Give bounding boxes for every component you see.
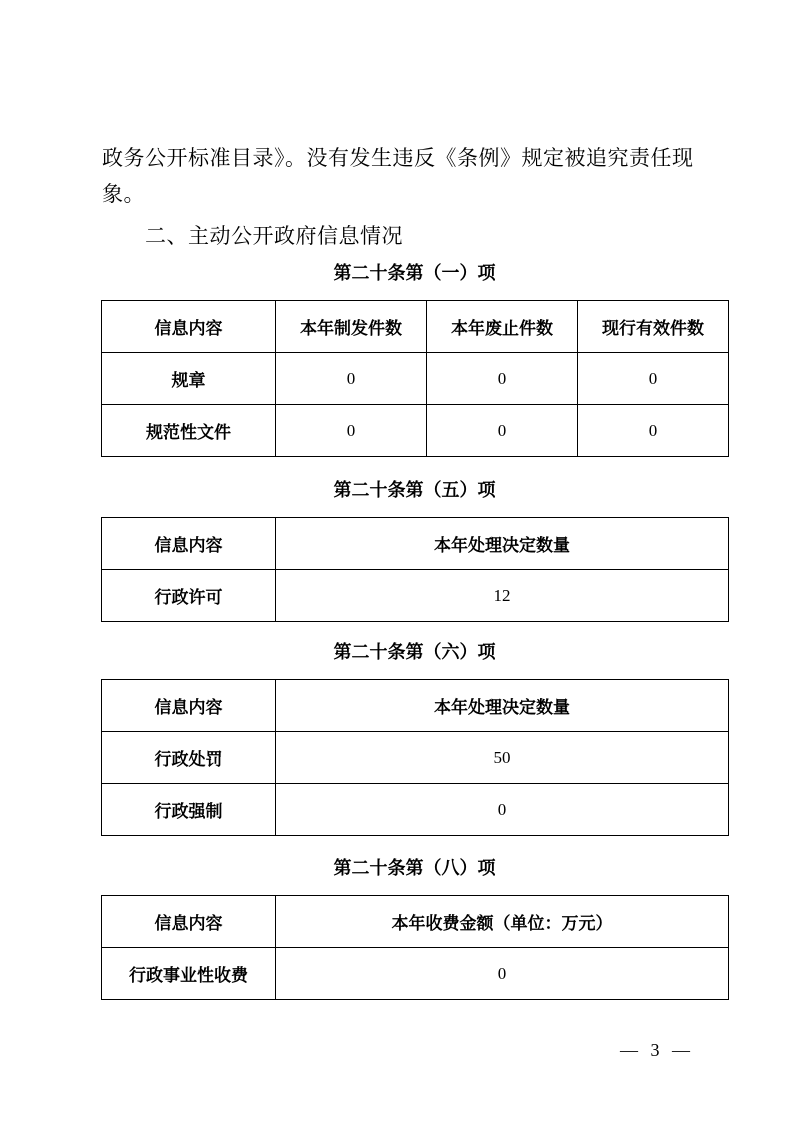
- table-header-cell: 信息内容: [102, 518, 276, 570]
- section-heading: 二、主动公开政府信息情况: [145, 224, 403, 248]
- row-label: 规范性文件: [102, 405, 276, 457]
- table-row: [102, 405, 729, 457]
- table4-caption: 第二十条第（八）项: [333, 858, 496, 879]
- row-label: 行政许可: [102, 570, 276, 622]
- table1-caption: 第二十条第（一）项: [333, 263, 496, 284]
- table-header-cell: 本年处理决定数量: [276, 518, 729, 570]
- table3-caption: 第二十条第（六）项: [333, 642, 496, 663]
- table-cell: 0: [276, 405, 427, 457]
- table-row: [102, 784, 729, 836]
- table3: [101, 679, 729, 836]
- intro-paragraph: 政务公开标准目录》。没有发生违反《条例》规定被追究责任现象。: [102, 146, 694, 206]
- table-cell: 0: [578, 353, 729, 405]
- row-label: 行政强制: [102, 784, 276, 836]
- table-cell: 0: [276, 353, 427, 405]
- table-cell: 50: [276, 732, 729, 784]
- table-cell: 12: [276, 570, 729, 622]
- table-header-cell: 信息内容: [102, 680, 276, 732]
- table-cell: 0: [578, 405, 729, 457]
- table-row: [102, 353, 729, 405]
- table-cell: 0: [276, 784, 729, 836]
- table-header-cell: 本年处理决定数量: [276, 680, 729, 732]
- table-header-cell: 现行有效件数: [578, 301, 729, 353]
- table1: [101, 300, 729, 457]
- row-label: 行政处罚: [102, 732, 276, 784]
- row-label: 规章: [102, 353, 276, 405]
- table-row: [102, 732, 729, 784]
- table-row: [102, 948, 729, 1000]
- row-label: 行政事业性收费: [102, 948, 276, 1000]
- table-header-cell: 信息内容: [102, 896, 276, 948]
- table2: [101, 517, 729, 622]
- table-cell: 0: [427, 405, 578, 457]
- table-header-cell: 信息内容: [102, 301, 276, 353]
- table-header-row: [102, 301, 729, 353]
- table-cell: 0: [427, 353, 578, 405]
- table-header-row: [102, 518, 729, 570]
- table-row: [102, 570, 729, 622]
- table-header-cell: 本年收费金额（单位：万元）: [276, 896, 729, 948]
- table4: [101, 895, 729, 1000]
- table-cell: 0: [276, 948, 729, 1000]
- table-header-cell: 本年制发件数: [276, 301, 427, 353]
- page-number: — 3 —: [620, 1040, 694, 1060]
- table2-caption: 第二十条第（五）项: [333, 480, 496, 501]
- table-header-row: [102, 896, 729, 948]
- table-header-cell: 本年废止件数: [427, 301, 578, 353]
- table-header-row: [102, 680, 729, 732]
